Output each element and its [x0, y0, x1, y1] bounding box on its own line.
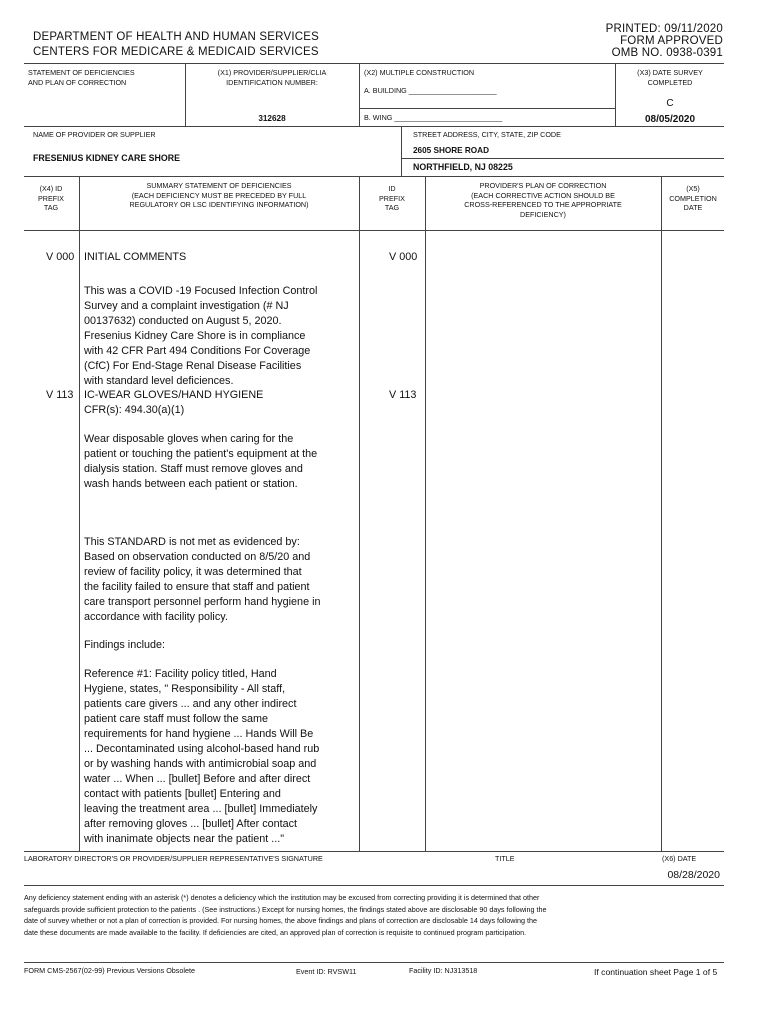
survey-date: 08/05/2020 [644, 114, 696, 125]
form-number: FORM CMS-2567(02-99) Previous Versions Obsolete [24, 966, 195, 975]
provider-id-number: 312628 [258, 114, 286, 123]
id-header: ID PREFIX TAG [379, 184, 405, 213]
printed-date: PRINTED: 09/11/2020 [605, 23, 723, 35]
address-label: STREET ADDRESS, CITY, STATE, ZIP CODE [413, 130, 561, 139]
statement-label: STATEMENT OF DEFICIENCIES AND PLAN OF CORRECTION [28, 68, 135, 87]
x1-label: (X1) PROVIDER/SUPPLIER/CLIA IDENTIFICATION NUMBER: [217, 68, 327, 87]
city-state-zip: NORTHFIELD, NJ 08225 [413, 162, 513, 172]
building-field: A. BUILDING ______________________ [364, 86, 497, 95]
event-id: Event ID: RVSW11 [296, 967, 357, 976]
tag-v113-plan: V 113 [389, 389, 417, 401]
signature-date: 08/28/2020 [667, 869, 720, 881]
agency-title: CENTERS FOR MEDICARE & MEDICAID SERVICES [33, 46, 319, 58]
form-approved: FORM APPROVED [620, 35, 723, 47]
v113-reference-text: Reference #1: Facility policy titled, Hand Hygiene, states, " Responsibility - All staff, patients care givers ... and any other indirect patient care staff must follow the same requirements for hand hygiene ... Hands Will Be ... Decontaminated using alcohol-based hand rub or by washing hands with antimicrobial soap and water ... When ... [bullet] Before and after direct contact with patients [bullet] Entering and leaving the treatment area ... [bullet] Immediately after removing gloves ... [bullet] After contact with inanimate objects near the patient ..." [84, 668, 320, 845]
v113-findings-label: Findings include: [84, 639, 166, 651]
department-title: DEPARTMENT OF HEALTH AND HUMAN SERVICES [33, 31, 319, 43]
x2-label: (X2) MULTIPLE CONSTRUCTION [364, 68, 475, 77]
v113-title: IC-WEAR GLOVES/HAND HYGIENE CFR(s): 494.30(a)(1) [84, 389, 264, 416]
tag-v000-plan: V 000 [389, 251, 418, 263]
x6-date-label: (X6) DATE [662, 854, 697, 863]
signature-label: LABORATORY DIRECTOR'S OR PROVIDER/SUPPLIER REPRESENTATIVE'S SIGNATURE [24, 854, 323, 863]
title-label: TITLE [495, 854, 515, 863]
x3-label: (X3) DATE SURVEY COMPLETED [637, 68, 703, 87]
page-number: If continuation sheet Page 1 of 5 [594, 967, 718, 977]
provider-name: FRESENIUS KIDNEY CARE SHORE [33, 153, 180, 163]
plan-header: PROVIDER'S PLAN OF CORRECTION (EACH CORRECTIVE ACTION SHOULD BE CROSS-REFERENCED TO THE APPROPRIATE DEFICIENCY) [464, 181, 622, 219]
tag-v000: V 000 [46, 251, 75, 263]
facility-id: Facility ID: NJ313518 [409, 966, 478, 975]
survey-code: C [666, 98, 674, 109]
x4-header: (X4) ID PREFIX TAG [38, 184, 64, 213]
wing-field: B. WING ___________________________ [364, 113, 503, 122]
summary-header: SUMMARY STATEMENT OF DEFICIENCIES (EACH DEFICIENCY MUST BE PRECEDED BY FULL REGULATORY OR LSC IDENTIFYING INFORMATION) [129, 181, 309, 210]
initial-comments-title: INITIAL COMMENTS [84, 251, 187, 263]
tag-v113: V 113 [46, 389, 74, 401]
v113-standard-text: Wear disposable gloves when caring for the patient or touching the patient's equipment at the dialysis station. Staff must remove gloves and wash hands between each patient or station. [84, 433, 318, 490]
provider-name-label: NAME OF PROVIDER OR SUPPLIER [33, 130, 156, 139]
v113-not-met-text: This STANDARD is not met as evidenced by: Based on observation conducted on 8/5/20 and review of facility policy, it was determined that the facility failed to ensure that staff and patient care transport personnel perform hand hygiene in accordance with facility policy. [84, 536, 321, 623]
disclaimer-text: Any deficiency statement ending with an asterisk (*) denotes a deficiency which the institution may be excused from correcting providing it is determined that other safeguards provide sufficient protection to the patients . (See instructions.) Except for nursing homes, the findings stated above are disclosable 90 days following the date of survey whether or not a plan of correction is provided. For nursing homes, the above findings and plans of correction are disclosable 14 days following the date these documents are made available to the facility. If deficiencies are cited, an approved plan of correction is requisite to continued program participation. [24, 893, 547, 937]
street-address: 2605 SHORE ROAD [413, 146, 489, 155]
initial-comments-body: This was a COVID -19 Focused Infection Control Survey and a complaint investigation (# NJ 00137632) conducted on August 5, 2020. Fresenius Kidney Care Shore is in compliance with 42 CFR Part 494 Conditions For Coverage (CfC) For End-Stage Renal Disease Facilities with standard level deficiences. [84, 285, 318, 387]
omb-number: OMB NO. 0938-0391 [611, 47, 723, 59]
x5-header: (X5) COMPLETION DATE [669, 184, 717, 213]
